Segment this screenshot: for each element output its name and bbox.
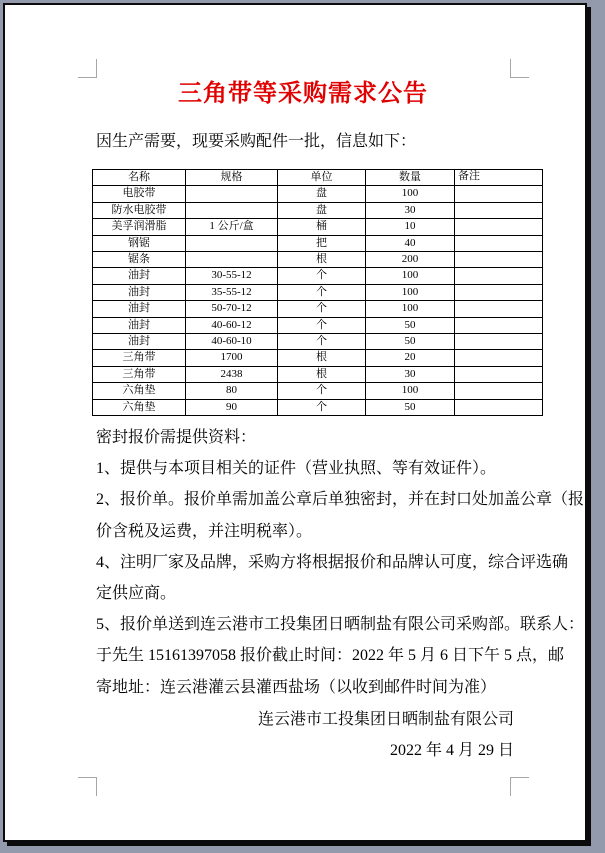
table-row [93, 317, 543, 333]
crop-mark-bottom-left [78, 777, 97, 796]
table-cell: 50-70-12 [186, 301, 278, 317]
table-row [93, 202, 543, 218]
table-cell [455, 399, 543, 415]
table-cell: 桶 [278, 219, 366, 235]
table-cell: 个 [278, 383, 366, 399]
table-body [93, 186, 543, 416]
table-row [93, 334, 543, 350]
table-cell: 90 [186, 399, 278, 415]
table-cell [455, 219, 543, 235]
table-row [93, 219, 543, 235]
crop-mark-top-right [510, 59, 529, 78]
column-header: 备注 [455, 170, 543, 186]
table-cell: 40-60-10 [186, 334, 278, 350]
table-cell: 钢锯 [93, 235, 186, 251]
table-cell: 六角垫 [93, 399, 186, 415]
intro-text: 因生产需要，现要采购配件一批，信息如下： [96, 133, 417, 150]
table-cell [186, 252, 278, 268]
signature-company: 连云港市工投集团日晒制盐有限公司 [257, 711, 514, 728]
table-cell: 油封 [93, 284, 186, 300]
table-row [93, 235, 543, 251]
table-cell: 个 [278, 317, 366, 333]
table-cell: 个 [278, 284, 366, 300]
table-cell: 100 [366, 284, 455, 300]
body-line: 5、报价单送到连云港市工投集团日晒制盐有限公司采购部。联系人： [96, 616, 585, 634]
column-header: 规格 [186, 170, 278, 186]
table-cell: 根 [278, 252, 366, 268]
table-cell: 20 [366, 350, 455, 366]
table-cell: 100 [366, 301, 455, 317]
body-line: 寄地址：连云港灌云县灌西盐场（以收到邮件时间为准） [96, 678, 497, 696]
table-row [93, 383, 543, 399]
table-cell: 防水电胶带 [93, 202, 186, 218]
table-cell [455, 334, 543, 350]
table-cell: 30 [366, 202, 455, 218]
table-cell: 个 [278, 301, 366, 317]
table-cell: 六角垫 [93, 383, 186, 399]
table-cell [186, 186, 278, 202]
table-header-row [93, 170, 543, 186]
table-cell [455, 186, 543, 202]
body-line: 1、提供与本项目相关的证件（营业执照、等有效证件）。 [96, 460, 497, 478]
table-cell: 50 [366, 334, 455, 350]
table-cell: 30 [366, 366, 455, 382]
table-cell: 100 [366, 186, 455, 202]
table-row [93, 399, 543, 415]
body-text-block [96, 422, 585, 703]
table-cell: 锯条 [93, 252, 186, 268]
body-line: 定供应商。 [96, 584, 177, 602]
table-cell: 10 [366, 219, 455, 235]
column-header: 名称 [93, 170, 186, 186]
body-line: 2、报价单。报价单需加盖公章后单独密封，并在封口处加盖公章（报 [96, 491, 585, 509]
table-cell: 根 [278, 366, 366, 382]
procurement-table [92, 169, 543, 416]
table-cell: 油封 [93, 317, 186, 333]
table-cell: 50 [366, 399, 455, 415]
table-cell [186, 202, 278, 218]
crop-mark-top-left [78, 59, 97, 78]
table-cell: 盘 [278, 202, 366, 218]
table-cell: 把 [278, 235, 366, 251]
table-cell [455, 252, 543, 268]
table-cell [186, 235, 278, 251]
table-cell [455, 383, 543, 399]
table-row [93, 284, 543, 300]
table-cell: 1700 [186, 350, 278, 366]
table-row [93, 366, 543, 382]
signature-date: 2022 年 4 月 29 日 [389, 742, 514, 759]
table-cell: 1 公斤/盒 [186, 219, 278, 235]
column-header: 数量 [366, 170, 455, 186]
table-cell: 35-55-12 [186, 284, 278, 300]
table-cell [455, 366, 543, 382]
table-cell [455, 268, 543, 284]
table-cell: 个 [278, 399, 366, 415]
table-cell: 200 [366, 252, 455, 268]
table-cell: 油封 [93, 301, 186, 317]
table-cell: 40 [366, 235, 455, 251]
table-row [93, 252, 543, 268]
table-cell [455, 284, 543, 300]
table-cell [455, 235, 543, 251]
body-line: 价含税及运费，并注明税率）。 [96, 522, 313, 540]
table-row [93, 186, 543, 202]
table-cell: 个 [278, 268, 366, 284]
page-title: 三角带等采购需求公告 [178, 81, 428, 107]
table-cell [455, 202, 543, 218]
body-line: 密封报价需提供资料： [96, 429, 257, 446]
table-cell: 三角带 [93, 366, 186, 382]
table-cell: 个 [278, 334, 366, 350]
table-row [93, 301, 543, 317]
table-cell: 100 [366, 383, 455, 399]
table-cell: 盘 [278, 186, 366, 202]
table-cell: 油封 [93, 334, 186, 350]
table-cell: 50 [366, 317, 455, 333]
table-cell: 30-55-12 [186, 268, 278, 284]
column-header: 单位 [278, 170, 366, 186]
table-cell [455, 317, 543, 333]
table-cell: 100 [366, 268, 455, 284]
table-cell: 油封 [93, 268, 186, 284]
table-cell [455, 350, 543, 366]
table-cell: 三角带 [93, 350, 186, 366]
document-page [3, 3, 587, 842]
crop-mark-bottom-right [510, 777, 529, 796]
table-cell: 根 [278, 350, 366, 366]
body-line: 于先生 15161397058 报价截止时间：2022 年 5 月 6 日下午 5 点，邮 [96, 647, 565, 665]
table-cell: 80 [186, 383, 278, 399]
table-row [93, 268, 543, 284]
body-line: 4、注明厂家及品牌，采购方将根据报价和品牌认可度，综合评选确 [96, 553, 569, 571]
table-cell [455, 301, 543, 317]
table-cell: 2438 [186, 366, 278, 382]
table-row [93, 350, 543, 366]
table-cell: 电胶带 [93, 186, 186, 202]
table-cell: 美孚润滑脂 [93, 219, 186, 235]
table-cell: 40-60-12 [186, 317, 278, 333]
